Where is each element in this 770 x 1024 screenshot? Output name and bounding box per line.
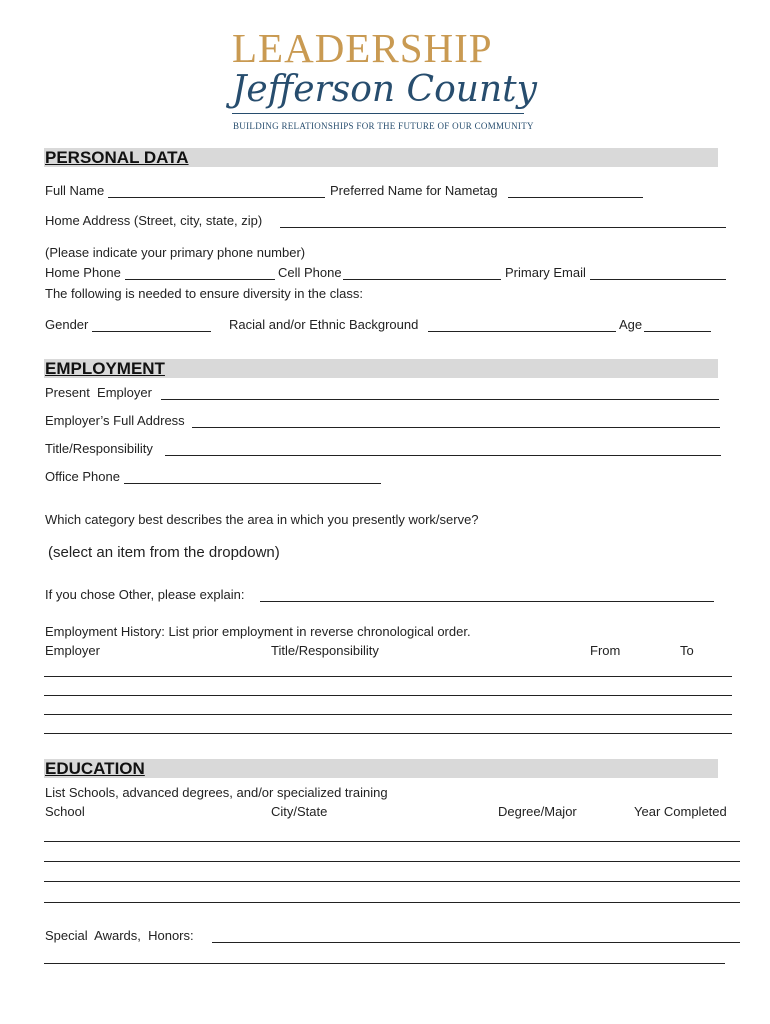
office-phone-input[interactable] [124, 469, 381, 484]
present-employer-input[interactable] [161, 385, 719, 400]
education-header-band [44, 759, 718, 778]
cell-phone-input[interactable] [343, 265, 501, 280]
diversity-note: The following is needed to ensure diversity in the class: [45, 286, 363, 301]
home-phone-label: Home Phone [45, 265, 121, 280]
education-col-city: City/State [271, 804, 328, 819]
employment-col-employer: Employer [45, 643, 100, 658]
ethnic-background-label: Racial and/or Ethnic Background [229, 317, 419, 332]
employment-heading: EMPLOYMENT [45, 359, 165, 378]
education-col-school: School [45, 804, 85, 819]
awards-label: Special Awards, Honors: [45, 928, 194, 943]
employer-address-label: Employer’s Full Address [45, 413, 185, 428]
work-category-dropdown[interactable]: (select an item from the dropdown) [48, 544, 280, 561]
logo-jefferson-county-text: Jefferson County [232, 69, 537, 110]
gender-input[interactable] [92, 317, 211, 332]
logo-leadership-text: LEADERSHIP [232, 25, 493, 71]
full-name-label: Full Name [45, 183, 105, 198]
home-phone-input[interactable] [125, 265, 275, 280]
office-phone-label: Office Phone [45, 469, 120, 484]
employment-history-row-3[interactable] [44, 700, 732, 715]
awards-input-2[interactable] [44, 949, 725, 964]
education-col-year: Year Completed [634, 804, 727, 819]
home-address-input[interactable] [280, 213, 726, 228]
cell-phone-label: Cell Phone [278, 265, 342, 280]
employment-history-row-4[interactable] [44, 719, 732, 734]
gender-label: Gender [45, 317, 89, 332]
employment-history-row-2[interactable] [44, 681, 732, 696]
logo-underline [232, 113, 524, 114]
category-question: Which category best describes the area in which you presently work/serve? [45, 512, 479, 527]
age-input[interactable] [644, 317, 711, 332]
education-row-1[interactable] [44, 827, 740, 842]
other-explain-input[interactable] [260, 587, 714, 602]
ethnic-background-input[interactable] [428, 317, 616, 332]
home-address-label: Home Address (Street, city, state, zip) [45, 213, 263, 228]
primary-email-input[interactable] [590, 265, 726, 280]
employment-history-note: Employment History: List prior employment in reverse chronological order. [45, 624, 471, 639]
awards-input-1[interactable] [212, 928, 740, 943]
employment-col-from: From [590, 643, 621, 658]
education-row-2[interactable] [44, 847, 740, 862]
education-heading: EDUCATION [45, 759, 145, 778]
nametag-input[interactable] [508, 183, 643, 198]
education-col-degree: Degree/Major [498, 804, 577, 819]
nametag-label: Preferred Name for Nametag [330, 183, 498, 198]
employer-address-input[interactable] [192, 413, 720, 428]
age-label: Age [619, 317, 643, 332]
education-row-3[interactable] [44, 867, 740, 882]
phone-note: (Please indicate your primary phone number) [45, 245, 306, 260]
primary-email-label: Primary Email [505, 265, 586, 280]
other-explain-label: If you chose Other, please explain: [45, 587, 245, 602]
employment-history-row-1[interactable] [44, 662, 732, 677]
title-responsibility-input[interactable] [165, 441, 721, 456]
education-row-4[interactable] [44, 888, 740, 903]
present-employer-label: Present Employer [45, 385, 152, 400]
title-responsibility-label: Title/Responsibility [45, 441, 153, 456]
employment-col-to: To [680, 643, 694, 658]
education-list-note: List Schools, advanced degrees, and/or specialized training [45, 785, 388, 800]
full-name-input[interactable] [108, 183, 325, 198]
logo-tagline: BUILDING RELATIONSHIPS FOR THE FUTURE OF OUR COMMUNITY [233, 121, 534, 131]
employment-col-title: Title/Responsibility [271, 643, 379, 658]
personal-data-heading: PERSONAL DATA [45, 148, 189, 167]
